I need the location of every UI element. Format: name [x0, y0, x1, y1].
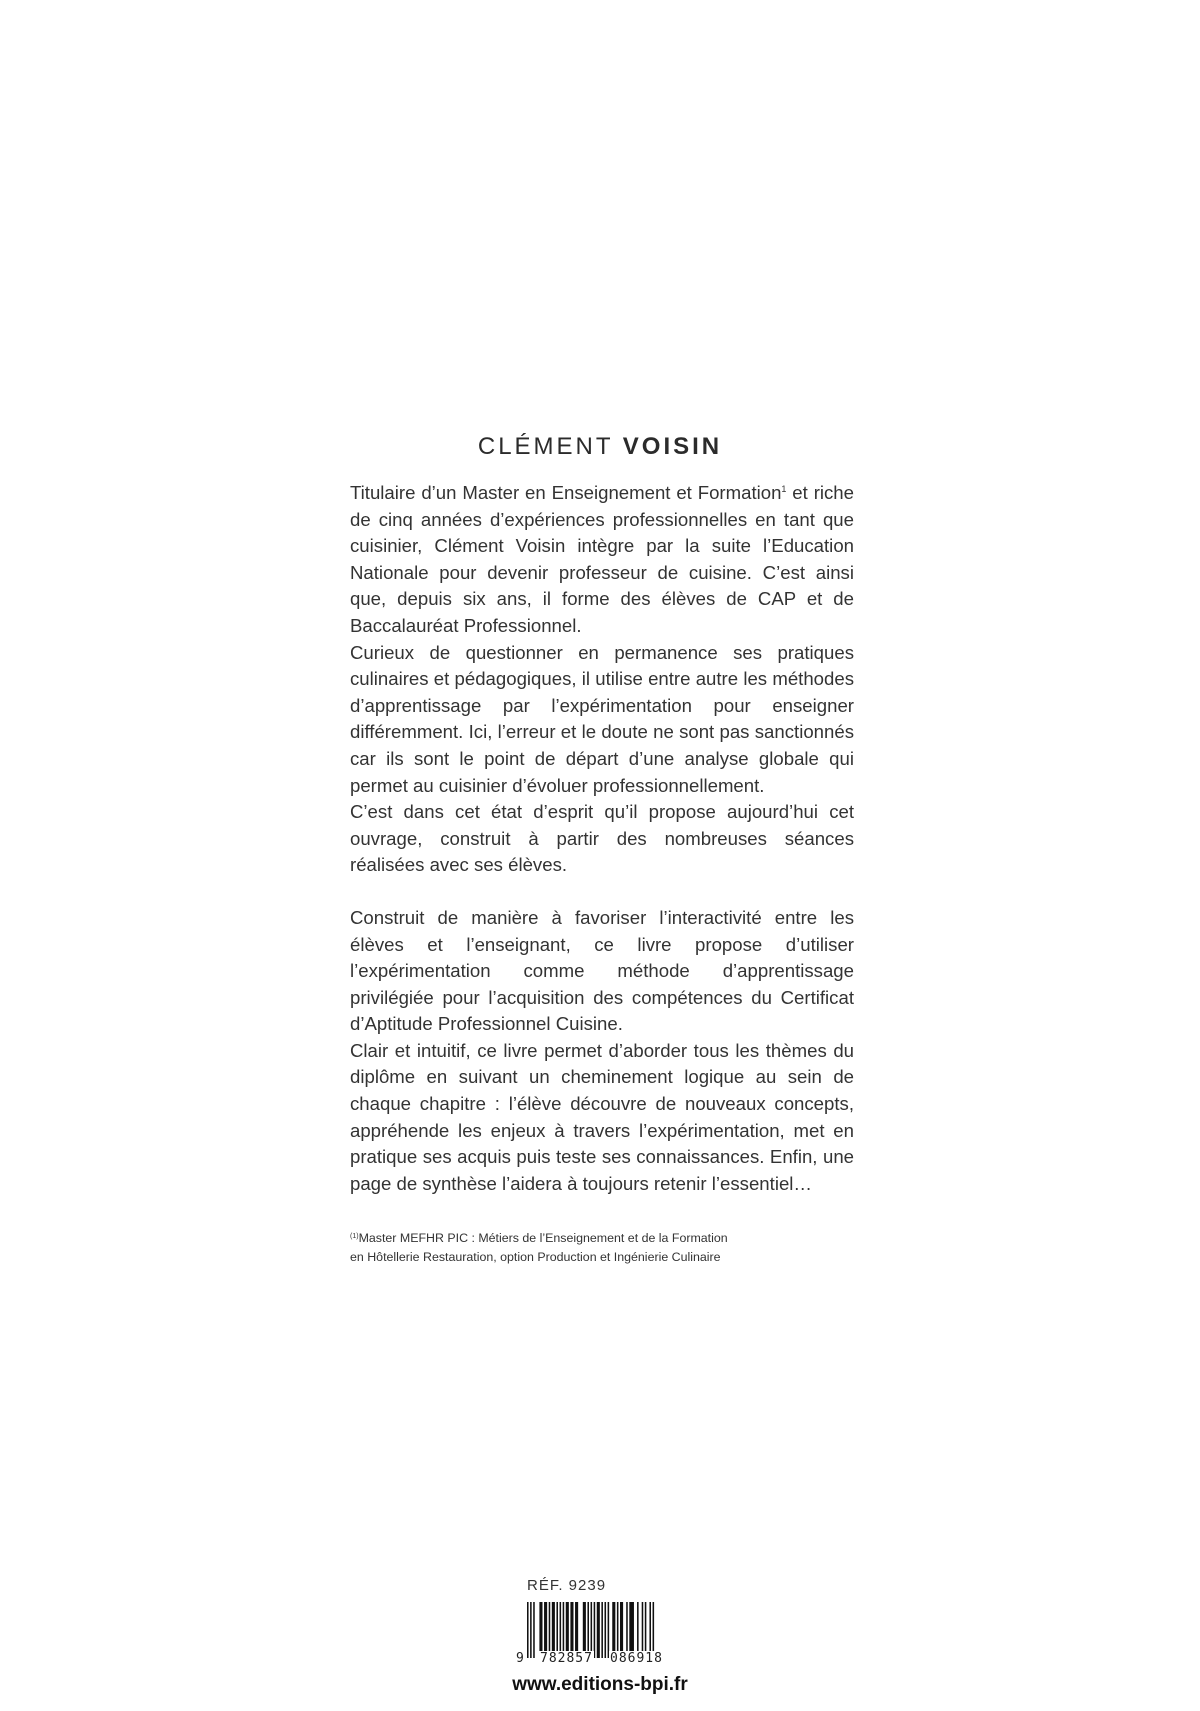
- bio-intro: Titulaire d’un Master en Enseignement et Formation: [350, 482, 782, 503]
- barcode-bar: [530, 1602, 532, 1658]
- footnote: [350, 1229, 830, 1267]
- barcode-bar: [653, 1602, 655, 1658]
- book-paragraph-1: Construit de manière à favoriser l’interactivité entre les élèves et l’enseignant, ce livre propose d’utiliser l’expérimentation comme méthode d’apprentissage privilégiée pour l’acquisition des compétences du Certificat d’Aptitude Professionnel Cuisine.: [350, 906, 854, 1035]
- barcode-bar: [549, 1602, 551, 1658]
- barcode-bar: [605, 1602, 607, 1658]
- barcode-bar: [539, 1602, 542, 1658]
- barcode-bar: [527, 1602, 529, 1658]
- barcode-bar: [629, 1602, 634, 1658]
- barcode-bar: [587, 1602, 589, 1658]
- barcode-bar: [597, 1602, 600, 1658]
- bio-paragraph-1: [350, 480, 854, 640]
- barcode-bar: [583, 1602, 586, 1658]
- barcode-bar: [617, 1602, 619, 1658]
- barcode-bar: [556, 1602, 558, 1658]
- barcode-bar: [575, 1602, 578, 1658]
- barcode-bar: [594, 1602, 596, 1658]
- barcode-bar: [637, 1602, 639, 1658]
- bio-intro-rest: et riche de cinq années d’expériences professionnelles en tant que cuisinier, Clément Voisin intègre par la suite l’Education Nationale pour devenir professeur de cuisine. C’est ainsi que, depuis six ans, il forme des élèves de CAP et de Baccalauréat Professionnel.: [350, 482, 854, 636]
- barcode-digits: [516, 1651, 687, 1667]
- publisher-website: www.editions-bpi.fr: [512, 1674, 688, 1695]
- barcode-bar: [591, 1602, 593, 1658]
- barcode-bar: [544, 1602, 547, 1658]
- barcode-bar: [612, 1602, 615, 1658]
- book-paragraph-2: Clair et intuitif, ce livre permet d’aborder tous les thèmes du diplôme en suivant un cheminement logique au sein de chaque chapitre : l’élève découvre de nouveaux concepts, appréhende les enjeux à travers l’expérimentation, met en pratique ses acquis puis teste ses connaissances. Enfin, une page de synthèse l’aidera à toujours retenir l’essentiel…: [350, 1039, 854, 1194]
- barcode-bar: [563, 1602, 565, 1658]
- author-first-name: CLÉMENT: [477, 433, 614, 460]
- footnote-text-1: Master MEFHR PIC : Métiers de l’Enseignement et de la Formation: [358, 1231, 728, 1245]
- barcode-bar: [620, 1602, 623, 1658]
- barcode: [516, 1602, 687, 1672]
- bio-paragraph-3: C’est dans cet état d’esprit qu’il propose aujourd’hui cet ouvrage, construit à partir des nombreuses séances réalisées avec ses élèves.: [350, 801, 854, 876]
- barcode-bar: [608, 1602, 610, 1658]
- barcode-bar: [645, 1602, 647, 1658]
- barcode-left-group: 782857: [540, 1651, 593, 1666]
- back-cover-text: [350, 480, 854, 1197]
- barcode-bar: [570, 1602, 573, 1658]
- barcode-bar: [533, 1602, 535, 1658]
- barcode-bar: [601, 1602, 603, 1658]
- barcode-bar: [552, 1602, 555, 1658]
- barcode-first-digit: 9: [516, 1651, 524, 1666]
- barcode-bar: [560, 1602, 562, 1658]
- footnote-ref: 1: [781, 484, 787, 494]
- author-last-name: VOISIN: [622, 433, 723, 460]
- barcode-bar: [649, 1602, 651, 1658]
- barcode-bar: [566, 1602, 569, 1658]
- footnote-marker: (1): [350, 1233, 359, 1240]
- barcode-bar: [642, 1602, 644, 1658]
- footnote-line-2: en Hôtellerie Restauration, option Production et Ingénierie Culinaire: [350, 1250, 721, 1264]
- bio-paragraph-2: Curieux de questionner en permanence ses pratiques culinaires et pédagogiques, il utilise entre autre les méthodes d’apprentissage par l’expérimentation pour enseigner différemment. Ici, l’erreur et le doute ne sont pas sanctionnés car ils sont le point de départ d’une analyse globale qui permet au cuisinier d’évoluer professionnellement.: [350, 641, 854, 796]
- author-name: [0, 433, 1200, 461]
- footnote-line-1: [350, 1229, 830, 1248]
- barcode-right-group: 086918: [610, 1651, 663, 1666]
- barcode-bar: [626, 1602, 628, 1658]
- reference-number: RÉF. 9239: [527, 1577, 607, 1594]
